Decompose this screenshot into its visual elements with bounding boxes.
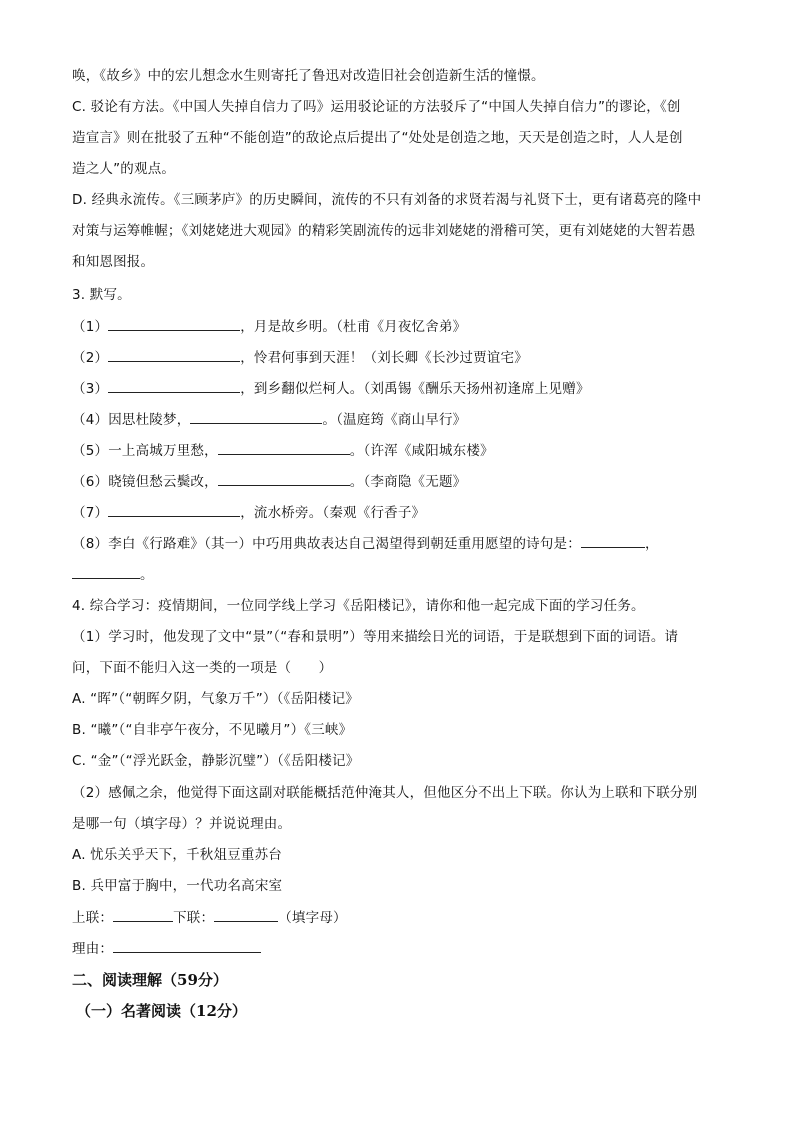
answer-blank[interactable] — [218, 471, 350, 486]
answer-blank[interactable] — [218, 440, 350, 455]
item-text: ，到乡翻似烂柯人。（刘禹锡《酬乐天扬州初逢席上见赠》 — [240, 381, 590, 397]
question-3-item-3 — [72, 378, 590, 399]
text-line: 对策与运筹帷幄；《刘姥姥进大观园》的精彩笑剧流传的远非刘姥姥的滑稽可笑，更有刘姥姥的大智若愚 — [72, 223, 696, 239]
item-number: （2） — [72, 350, 109, 366]
item-text: ， — [644, 536, 659, 552]
question-3-item-2 — [72, 347, 528, 368]
item-text: 。（李商隐《无题》 — [349, 474, 467, 490]
lower-label: 下联： — [173, 910, 215, 926]
section-heading: 二、阅读理解（59分） — [72, 971, 228, 989]
question-4-option-b: B. “曦”（“自非亭午夜分，不见曦月”）《三峡》 — [72, 722, 353, 738]
question-3-item-5 — [72, 440, 494, 461]
item-text: 。（温庭筠《商山早行》 — [322, 412, 467, 428]
question-3-item-4 — [72, 409, 466, 430]
question-3-item-1 — [72, 316, 466, 337]
question-4-part-1: （1）学习时，他发现了文中“景”（“春和景明”）等用来描绘日光的词语，于是联想到下面的词语。请 — [72, 629, 679, 645]
couplet-answer-line — [72, 907, 347, 928]
answer-blank[interactable] — [108, 347, 240, 362]
item-text: （4）因思杜陵梦， — [72, 412, 191, 428]
question-3-item-8-cont — [72, 564, 154, 585]
item-text: ，月是故乡明。（杜甫《月夜忆舍弟》 — [240, 319, 467, 335]
item-text: （6）晓镜但愁云鬓改， — [72, 474, 218, 490]
item-text: （8）李白《行路难》（其一）中巧用典故表达自己渴望得到朝廷重用愿望的诗句是： — [72, 536, 581, 552]
answer-blank[interactable] — [108, 378, 240, 393]
upper-label: 上联： — [72, 910, 114, 926]
question-4-part-2-cont: 是哪一句（填字母）？并说说理由。 — [72, 816, 292, 832]
question-3-item-8 — [72, 533, 659, 554]
upper-answer-blank[interactable] — [113, 907, 173, 922]
answer-blank[interactable] — [108, 502, 240, 517]
text-line: 造宣言》则在批驳了五种“不能创造”的敌论点后提出了“处处是创造之地，天天是创造之时，人人是创 — [72, 130, 683, 146]
reason-answer-line — [72, 938, 261, 959]
item-text: （5）一上高城万里愁， — [72, 443, 218, 459]
item-text: ，怜君何事到天涯！（刘长卿《长沙过贾谊宅》 — [240, 350, 528, 366]
item-text: ，流水桥旁。（秦观《行香子》 — [240, 505, 426, 521]
item-text: 。（许浑《咸阳城东楼》 — [349, 443, 494, 459]
question-3-item-7 — [72, 502, 425, 523]
answer-blank[interactable] — [72, 564, 140, 579]
couplet-option-b: B. 兵甲富于胸中，一代功名高宋室 — [72, 878, 283, 894]
question-4-part-2: （2）感佩之余，他觉得下面这副对联能概括范仲淹其人，但他区分不出上下联。你认为上联和下联分别 — [72, 785, 698, 801]
question-3-title: 3. 默写。 — [72, 287, 131, 303]
item-number: （7） — [72, 505, 109, 521]
subsection-heading: （一）名著阅读（12分） — [76, 1002, 247, 1020]
item-number: （3） — [72, 381, 109, 397]
fill-hint: （填字母） — [278, 910, 347, 926]
question-4-option-a: A. “晖”（“朝晖夕阴，气象万千”）（《岳阳楼记》 — [72, 691, 360, 707]
answer-blank[interactable] — [108, 316, 240, 331]
answer-blank[interactable] — [190, 409, 322, 424]
option-d-line: D. 经典永流传。《三顾茅庐》的历史瞬间，流传的不只有刘备的求贤若渴与礼贤下士，更有诸葛亮的隆中 — [72, 192, 702, 208]
lower-answer-blank[interactable] — [214, 907, 278, 922]
answer-blank[interactable] — [581, 533, 645, 548]
item-text: 。 — [140, 567, 154, 583]
item-number: （1） — [72, 319, 109, 335]
question-3-item-6 — [72, 471, 466, 492]
question-4-title: 4. 综合学习：疫情期间，一位同学线上学习《岳阳楼记》，请你和他一起完成下面的学习任务。 — [72, 598, 645, 614]
option-c-line: C. 驳论有方法。《中国人失掉自信力了吗》运用驳论证的方法驳斥了“中国人失掉自信力”的谬论，《创 — [72, 99, 681, 115]
reason-label: 理由： — [72, 941, 114, 957]
couplet-option-a: A. 忧乐关乎天下，千秋俎豆重苏台 — [72, 847, 282, 863]
text-line: 唤，《故乡》中的宏儿想念水生则寄托了鲁迅对改造旧社会创造新生活的憧憬。 — [72, 68, 545, 84]
question-4-part-1-cont: 问，下面不能归入这一类的一项是（ ） — [72, 660, 333, 676]
text-line: 和知恩图报。 — [72, 254, 155, 270]
question-4-option-c: C. “金”（“浮光跃金，静影沉璧”）（《岳阳楼记》 — [72, 753, 360, 769]
text-line: 造之人”的观点。 — [72, 161, 176, 177]
reason-answer-blank[interactable] — [113, 938, 261, 953]
